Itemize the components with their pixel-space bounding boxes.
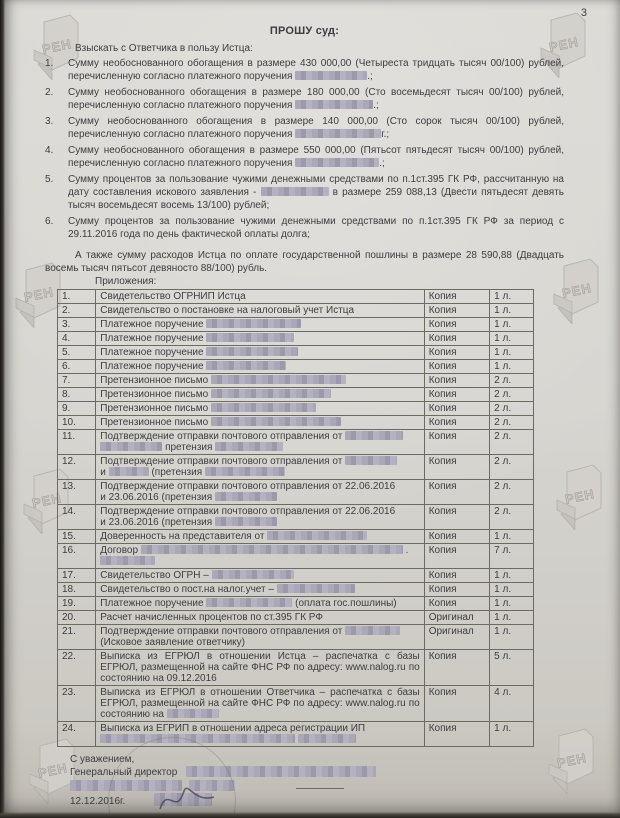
row-copy-type: Копия [424, 360, 489, 374]
row-copy-type: Копия [424, 505, 489, 530]
row-copy-type: Копия [424, 304, 489, 318]
row-page-count: 2 л. [490, 455, 534, 480]
redaction-block [206, 361, 286, 370]
row-number: 10. [58, 416, 96, 430]
row-description [96, 402, 424, 416]
row-number: 15. [58, 530, 96, 544]
text-segment: и 23.06.2016 (претензия [100, 492, 215, 503]
signature-line [296, 779, 344, 789]
redaction-block [212, 570, 294, 579]
row-copy-type: Копия [424, 290, 489, 304]
table-row [58, 290, 534, 304]
redaction-block [345, 456, 397, 465]
row-description [96, 346, 424, 360]
table-row [58, 597, 534, 611]
row-page-count: 1 л. [490, 530, 534, 544]
table-row [58, 455, 534, 480]
row-description [96, 416, 424, 430]
text-segment: Подтверждение отправки почтового отправления от [100, 626, 346, 637]
row-page-count: 2 л. [490, 430, 534, 455]
signature-role: Генеральный директор [70, 767, 178, 778]
row-number: 5. [58, 346, 96, 360]
table-row [58, 318, 534, 332]
row-page-count: 1 л. [490, 611, 534, 625]
text-segment: Подтверждение отправки почтового отправления от [100, 456, 346, 467]
table-row [58, 583, 534, 597]
row-copy-type: Копия [424, 388, 489, 402]
claim-item [45, 173, 564, 212]
row-description [96, 597, 424, 611]
text-segment: Подтверждение отправки почтового отправления от 22.06.2016 [100, 506, 396, 517]
handwritten-signature [158, 783, 218, 813]
claim-item [45, 215, 564, 241]
redaction-block [109, 467, 149, 476]
row-page-count: 1 л. [490, 569, 534, 583]
text-segment: Платежное поручение [100, 333, 207, 344]
row-number: 16. [58, 544, 96, 569]
row-page-count: 4 л. [490, 686, 534, 722]
redaction-block [100, 442, 162, 451]
redaction-block [100, 734, 295, 743]
text-segment: Сумму необоснованного обогащения в размере 430 000,00 (Четыреста тридцать тысяч 00/100) рублей, перечисленную согласно платежного поручения [68, 58, 564, 82]
redaction-block [141, 545, 403, 554]
text-segment: (Исковое заявление ответчику) [100, 637, 245, 648]
text-segment: Сумму необоснованного обогащения в размере 140 000,00 (Сто сорок тысяч 00/100) рублей, перечисленную согласно платежного поручения [68, 116, 564, 140]
row-page-count: 2 л. [490, 374, 534, 388]
redaction-block [206, 347, 298, 356]
claim-number: 6. [45, 216, 54, 227]
row-number: 11. [58, 430, 96, 455]
row-copy-type: Копия [424, 430, 489, 455]
row-number: 4. [58, 332, 96, 346]
table-row [58, 544, 534, 569]
row-copy-type: Копия [424, 597, 489, 611]
text-segment: Выписка из ЕГРЮЛ в отношении Истца – распечатка с базы ЕГРЮЛ, размещенной на сайте ФНС РФ по адресу: www.nalog.ru по состоянию на 09.12.2016 [100, 651, 420, 684]
row-description [96, 625, 424, 650]
row-copy-type: Копия [424, 402, 489, 416]
row-copy-type: Копия [424, 374, 489, 388]
row-page-count: 2 л. [490, 402, 534, 416]
text-segment: (претензия [148, 467, 205, 478]
text-segment: в размере 259 088,13 (Двести пятьдесят девять тысяч восемьдесят восемь 13/100) рублей; [68, 187, 565, 211]
row-page-count: 1 л. [490, 597, 534, 611]
row-description [96, 569, 424, 583]
signature-date-row [70, 793, 564, 808]
row-number: 18. [58, 583, 96, 597]
row-copy-type: Копия [424, 583, 489, 597]
row-copy-type: Копия [424, 530, 489, 544]
row-page-count: 2 л. [490, 416, 534, 430]
text-segment: Претензионное письмо [100, 389, 211, 400]
table-row [58, 480, 534, 505]
row-copy-type: Копия [424, 332, 489, 346]
text-segment: и [100, 467, 109, 478]
row-page-count: 1 л. [490, 625, 534, 650]
table-row [58, 569, 534, 583]
signature-role-row [70, 766, 564, 779]
row-page-count: 1 л. [490, 360, 534, 374]
text-segment: Выписка из ЕГРЮЛ в отношении Ответчика – распечатка с базы ЕГРЮЛ, размещенной на сайте ФНС РФ по адресу: www.nalog.ru по состоянию на [100, 687, 420, 720]
redaction-block [211, 403, 316, 412]
text-segment: Договор [100, 545, 141, 556]
redaction-block [186, 766, 376, 777]
redaction-block [215, 517, 277, 526]
scan-left-edge [0, 0, 5, 818]
attachments-label: Приложения: [95, 276, 157, 287]
redaction-block [215, 442, 283, 451]
redaction-block [295, 158, 379, 167]
row-number: 19. [58, 597, 96, 611]
text-segment: Свидетельство ОГРНИП Истца [100, 291, 246, 302]
text-segment: .; [379, 158, 385, 169]
row-number: 8. [58, 388, 96, 402]
text-segment: .; [367, 71, 373, 82]
row-page-count: 2 л. [490, 480, 534, 505]
claim-text [68, 144, 564, 170]
costs-paragraph: А также сумму расходов Истца по оплате государственной пошлины в размере 28 590,88 (Двадцать восемь тысяч пятьсот девяносто 88/100) рубль. [45, 250, 564, 274]
text-segment: Платежное поручение [100, 598, 207, 609]
row-number: 24. [58, 722, 96, 747]
row-description [96, 360, 424, 374]
row-page-count: 1 л. [490, 346, 534, 360]
row-page-count: 2 л. [490, 388, 534, 402]
row-description [96, 650, 424, 686]
claim-item [45, 86, 564, 112]
row-copy-type: Копия [424, 544, 489, 569]
row-description [96, 430, 424, 455]
row-copy-type: Копия [424, 416, 489, 430]
row-copy-type: Копия [424, 455, 489, 480]
row-copy-type: Копия [424, 650, 489, 686]
claim-text [68, 86, 564, 112]
claim-item [45, 144, 564, 170]
row-description [96, 480, 424, 505]
redaction-block [295, 100, 373, 109]
row-page-count: 1 л. [490, 290, 534, 304]
text-segment: претензия [162, 442, 216, 453]
row-description [96, 290, 424, 304]
text-segment: Свидетельство о постановке на налоговый учет Истца [100, 305, 355, 316]
redaction-block [277, 584, 355, 593]
text-segment: Подтверждение отправки почтового отправления от [100, 431, 346, 442]
text-segment: Претензионное письмо [100, 403, 211, 414]
text-segment: Платежное поручение [100, 361, 207, 372]
intro-line: Взыскать с Ответчика в пользу Истца: [75, 43, 253, 54]
claim-number: 4. [45, 145, 54, 156]
row-description [96, 530, 424, 544]
text-segment: Претензионное письмо [100, 417, 211, 428]
page-number: 3 [580, 7, 587, 19]
row-number: 7. [58, 374, 96, 388]
row-description [96, 686, 424, 722]
text-segment: Платежное поручение [100, 319, 207, 330]
signature-block [70, 753, 564, 813]
table-row [58, 686, 534, 722]
row-copy-type: Копия [424, 569, 489, 583]
redaction-block [298, 734, 356, 743]
row-description [96, 722, 424, 747]
text-segment: Подтверждение отправки почтового отправления от 22.06.2016 [100, 481, 396, 492]
table-row [58, 332, 534, 346]
redaction-block [206, 598, 292, 607]
row-copy-type: Оригинал [424, 625, 489, 650]
row-description [96, 332, 424, 346]
row-description [96, 318, 424, 332]
claims-list [45, 57, 564, 241]
claim-number: 2. [45, 87, 54, 98]
claim-number: 3. [45, 116, 54, 127]
text-segment: Выписка из ЕГРИП в отношении адреса регистрации ИП [100, 723, 366, 734]
signature-regards: С уважением, [70, 754, 135, 765]
row-description [96, 455, 424, 480]
redaction-block [267, 531, 367, 540]
attachments-table [57, 289, 534, 747]
row-number: 22. [58, 650, 96, 686]
table-row [58, 611, 534, 625]
row-copy-type: Копия [424, 722, 489, 747]
table-row [58, 388, 534, 402]
redaction-block [295, 129, 381, 138]
signature-date: 12.12.2016г. [70, 796, 126, 807]
row-number: 23. [58, 686, 96, 722]
document-title: ПРОШУ суд: [269, 25, 340, 37]
text-segment: Сумму необоснованного обогащения в размере 180 000,00 (Сто восемьдесят тысяч 00/100) рублей, перечисленную согласно платежного поручения [68, 87, 564, 111]
row-number: 13. [58, 480, 96, 505]
table-row [58, 722, 534, 747]
text-segment: Сумму процентов за пользование чужими денежными средствами по п.1ст.395 ГК РФ, рассчитанную на дату составления искового заявления - [68, 174, 564, 198]
table-row [58, 430, 534, 455]
row-number: 9. [58, 402, 96, 416]
text-segment: Сумму процентов за пользование чужими денежными средствами по п.1ст.395 ГК РФ за период с 29.11.2016 года по день фактической оплаты долга; [68, 216, 564, 240]
redaction-block [206, 333, 294, 342]
row-description [96, 611, 424, 625]
text-segment: Доверенность на представителя от [100, 531, 268, 542]
row-page-count: 1 л. [490, 304, 534, 318]
redaction-block [100, 556, 155, 565]
redaction-block [206, 319, 301, 328]
redaction-block [261, 187, 329, 196]
redaction-block [211, 417, 341, 426]
row-copy-type: Копия [424, 480, 489, 505]
table-row [58, 402, 534, 416]
row-description [96, 544, 424, 569]
table-row [58, 650, 534, 686]
table-row [58, 360, 534, 374]
row-page-count: 5 л. [490, 650, 534, 686]
row-page-count: 7 л. [490, 544, 534, 569]
redaction-block [211, 375, 346, 384]
table-row [58, 505, 534, 530]
row-description [96, 374, 424, 388]
text-segment: . [402, 545, 409, 556]
row-number: 3. [58, 318, 96, 332]
row-description [96, 388, 424, 402]
redaction-block [295, 71, 367, 80]
row-number: 17. [58, 569, 96, 583]
row-page-count: 1 л. [490, 332, 534, 346]
row-number: 14. [58, 505, 96, 530]
redaction-block [205, 467, 285, 476]
text-segment: Свидетельство о пост.на налог.учет – [100, 584, 277, 595]
row-description [96, 505, 424, 530]
claim-item [45, 57, 564, 83]
row-copy-type: Оригинал [424, 611, 489, 625]
row-number: 2. [58, 304, 96, 318]
claim-text [68, 173, 564, 212]
row-number: 6. [58, 360, 96, 374]
claim-item [45, 115, 564, 141]
row-page-count: 1 л. [490, 583, 534, 597]
claim-number: 5. [45, 174, 54, 185]
text-segment: Сумму необоснованного обогащения в размере 550 000,00 (Пятьсот пятьдесят тысяч 00/100) рублей, перечисленную согласно платежного поручения [68, 145, 564, 169]
text-segment: Расчет начисленных процентов по ст.395 ГК РФ [100, 612, 323, 623]
text-segment: и 23.06.2016 (претензия [100, 517, 215, 528]
text-segment: г.; [381, 129, 390, 140]
signature-redacted-row [70, 779, 564, 793]
text-segment: .; [373, 100, 379, 111]
row-page-count: 2 л. [490, 505, 534, 530]
claim-text [68, 57, 564, 83]
table-row [58, 416, 534, 430]
table-row [58, 304, 534, 318]
row-description [96, 583, 424, 597]
row-copy-type: Копия [424, 318, 489, 332]
row-page-count: 1 л. [490, 722, 534, 747]
redaction-block [167, 709, 219, 718]
text-segment: Платежное поручение [100, 347, 207, 358]
redaction-block [345, 626, 400, 635]
claim-text [68, 215, 564, 241]
row-number: 20. [58, 611, 96, 625]
row-copy-type: Копия [424, 686, 489, 722]
table-row [58, 625, 534, 650]
redaction-block [215, 492, 277, 501]
table-row [58, 530, 534, 544]
row-copy-type: Копия [424, 346, 489, 360]
claim-text [68, 115, 564, 141]
row-number: 1. [58, 290, 96, 304]
redaction-block [211, 389, 331, 398]
row-number: 12. [58, 455, 96, 480]
redaction-block [345, 431, 403, 440]
row-number: 21. [58, 625, 96, 650]
table-row [58, 374, 534, 388]
text-segment: Претензионное письмо [100, 375, 211, 386]
claim-number: 1. [45, 58, 54, 69]
document-content [45, 6, 564, 813]
table-row [58, 346, 534, 360]
text-segment: (оплата гос.пошлины) [292, 598, 397, 609]
row-description [96, 304, 424, 318]
row-page-count: 1 л. [490, 318, 534, 332]
text-segment: Свидетельство ОГРН – [100, 570, 212, 581]
